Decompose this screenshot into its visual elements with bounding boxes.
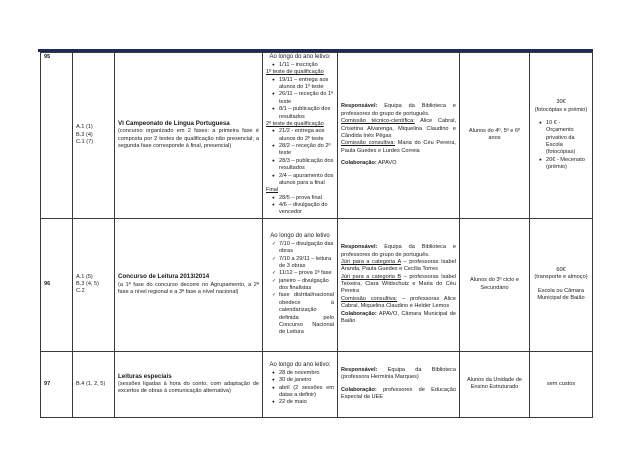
objective-code: A.1 (5) — [76, 273, 93, 280]
responsible-text: Equipa da Biblioteca (professora Hermínia Marques) — [341, 367, 456, 381]
committee-label: Comissão técnico-científica: — [341, 118, 415, 125]
calendar-heading: Ao longo do ano letivo: — [269, 54, 331, 60]
cost-amount: 60€ — [556, 267, 566, 274]
objective-code: A.1 (1) — [76, 124, 93, 131]
objective-code: B.3 (4) — [76, 131, 93, 138]
calendar-item: ● 26/11 – receção do 1º teste — [273, 91, 334, 106]
target-cell: Alunos da Unidade de Ensino Estruturado — [460, 351, 530, 417]
responsible-line — [341, 103, 456, 118]
cost-cell: sem custos — [530, 351, 593, 417]
calendar-item: ● 28/2 – receção do 2º teste — [273, 143, 334, 158]
calendar-item: ● 2/4 – apuramento dos alunos para a final — [273, 173, 334, 188]
target-cell: Alunos do 4º, 5º e 6º anos — [460, 53, 530, 219]
responsible-cell — [338, 351, 460, 417]
collaboration-label: Colaboração: — [341, 386, 377, 393]
calendar-item: ● 28 de novembro — [273, 370, 334, 377]
objective-code: C.1 (7) — [76, 139, 94, 146]
responsible-label: Responsável: — [341, 103, 378, 110]
collaboration-line — [341, 160, 456, 167]
responsible-cell — [338, 218, 460, 351]
activity-number: 96 — [41, 218, 73, 351]
activity-cell — [115, 218, 263, 351]
calendar-section: Final — [266, 187, 279, 194]
responsible-label: Responsável: — [341, 244, 378, 251]
calendar-item: ● 28/3 – publicação dos resultados — [273, 158, 334, 173]
calendar-heading: Ao longo do ano letivo — [270, 232, 330, 239]
cost-item: ● 10 € - Orçamento privativo da Escola (fotocópias) — [540, 120, 589, 157]
collaboration-text: APAVO — [378, 160, 397, 167]
calendar-cell — [263, 218, 338, 351]
activities-table — [40, 52, 593, 418]
calendar-item: ✓ janeiro – divulgação dos finalistas — [273, 278, 334, 293]
objectives-cell — [73, 53, 115, 219]
calendar-list — [266, 241, 334, 337]
committee-line — [341, 118, 456, 140]
jury-text: – professoras Isabel Aranda, Paula Guedes e Cecília Torres — [341, 258, 456, 273]
committee-line — [341, 296, 456, 311]
calendar-list — [266, 62, 334, 217]
activity-cell — [115, 53, 263, 219]
table-row — [41, 218, 593, 351]
calendar-item: ● 19/11 – entrega aos alunos do 1º teste — [273, 77, 334, 92]
table-row — [41, 53, 593, 219]
cost-detail: (transporte e almoço) — [534, 274, 588, 281]
calendar-item: ✓ 11/12 – prova 1ª fase — [273, 270, 334, 277]
calendar-item: ● 28/5 – prova final — [273, 195, 334, 202]
activity-title: Concurso de Leitura 2013/2014 — [118, 273, 210, 281]
collaboration-line — [341, 311, 456, 326]
activity-number: 97 — [41, 351, 73, 417]
activity-description: (concurso organizado em 2 fases: a primeira fase é composta por 2 testes de qualificação não presencial; a segunda fase corresponde à final, presencial) — [118, 128, 259, 150]
calendar-item: ✓ 7/10 a 29/11 – leitura de 3 obras — [273, 256, 334, 271]
responsible-line — [341, 244, 456, 259]
jury-label: Júri para a categoria B — [341, 273, 402, 280]
table-row — [41, 351, 593, 417]
committee-label: Comissão consultiva: — [341, 295, 398, 302]
calendar-cell — [263, 351, 338, 417]
calendar-item: ● 1/11 – inscrição — [273, 62, 334, 69]
activity-number: 95 — [41, 53, 73, 219]
cost-cell — [530, 53, 593, 219]
calendar-section: 1º teste de qualificação — [266, 69, 324, 76]
committee-text: Alice Cabral, Crisetina Alvarenga, Miquelina Claudino e Cândida Inês Pêgas — [341, 118, 457, 139]
cost-item: ● 20€ - Mecenato (prémio) — [540, 157, 589, 172]
activity-title: VI Campeonato de Língua Portuguesa — [118, 120, 230, 128]
responsible-label: Responsável: — [341, 367, 378, 374]
calendar-item: ● 22 de maio — [273, 399, 334, 406]
collaboration-text: APAVO, Câmara Municipal de Baião — [341, 310, 457, 324]
collaboration-line — [341, 387, 456, 402]
responsible-text: Equipa da Biblioteca e professores do grupo de português. — [341, 103, 456, 117]
jury-line — [341, 274, 456, 296]
objective-code: B.4 (1, 2, 5) — [76, 380, 106, 387]
jury-label: Júri para a categoria A — [341, 258, 401, 265]
committee-text: Maria do Céu Pereira, Paula Guedes e Lurdes Correia — [341, 140, 456, 154]
calendar-item: ✓ fase distrital/nacional obedece à calendarização definida pelo Concurso Nacional de Leitura — [273, 292, 334, 336]
committee-line — [341, 140, 456, 155]
objective-code: C.2 — [76, 288, 85, 295]
activity-title: Leituras especiais — [118, 372, 172, 380]
calendar-item: ● 8/1 – publicação dos resultados — [273, 106, 334, 121]
calendar-item: ✓ 7/10 – divulgação das obras — [273, 241, 334, 256]
calendar-item: ● 4/6 – divulgação do vencedor — [273, 202, 334, 217]
calendar-item: ● 21/2 - entrega aos alunos do 2º teste — [273, 128, 334, 143]
calendar-section: 2º teste de qualificação — [266, 120, 324, 127]
cost-source: Escola ou Câmara Municipal de Baião — [537, 287, 585, 302]
jury-line — [341, 259, 456, 274]
collaboration-label: Colaboração: — [341, 310, 377, 317]
responsible-text: Equipa da Biblioteca e professores do grupo de português. — [341, 244, 456, 258]
responsible-line — [341, 367, 456, 382]
activity-cell — [115, 351, 263, 417]
cost-cell — [530, 218, 593, 351]
objectives-cell — [73, 351, 115, 417]
calendar-item: ● abril (2 sessões em datas a definir) — [273, 385, 334, 400]
objectives-cell — [73, 218, 115, 351]
activity-description: (sessões ligadas à hora do conto, com adaptação de excertos de obras à comunicação alternativa) — [118, 381, 259, 395]
cost-amount: 30€ — [556, 99, 566, 106]
committee-text: – professoras Alice Cabral, Miquelina Claudino e Helder Lemos — [341, 295, 456, 310]
jury-text: – professoras Isabel Teixeira, Clara Wildschutz e Maria do Céu Pereira — [341, 273, 456, 295]
collaboration-label: Colaboração: — [341, 160, 377, 167]
calendar-cell — [263, 53, 338, 219]
calendar-item: ● 30 de janeiro — [273, 377, 334, 384]
calendar-list — [266, 370, 334, 407]
objective-code: B.3 (4, 5) — [76, 281, 100, 288]
calendar-heading: Ao longo do ano letivo: — [269, 361, 331, 368]
collaboration-text: professores de Educação Especial da UEE — [341, 386, 456, 401]
committee-label: Comissão consultiva: — [341, 140, 396, 147]
responsible-cell — [338, 53, 460, 219]
activity-description: (a 1ª fase do concurso decorre no Agrupamento, a 2ª fase a nível regional e a 3ª fase a nível nacional) — [118, 281, 259, 295]
target-cell: Alunos do 3º ciclo e Secundário — [460, 218, 530, 351]
cost-detail: (fotocópias e prémio) — [534, 106, 588, 113]
